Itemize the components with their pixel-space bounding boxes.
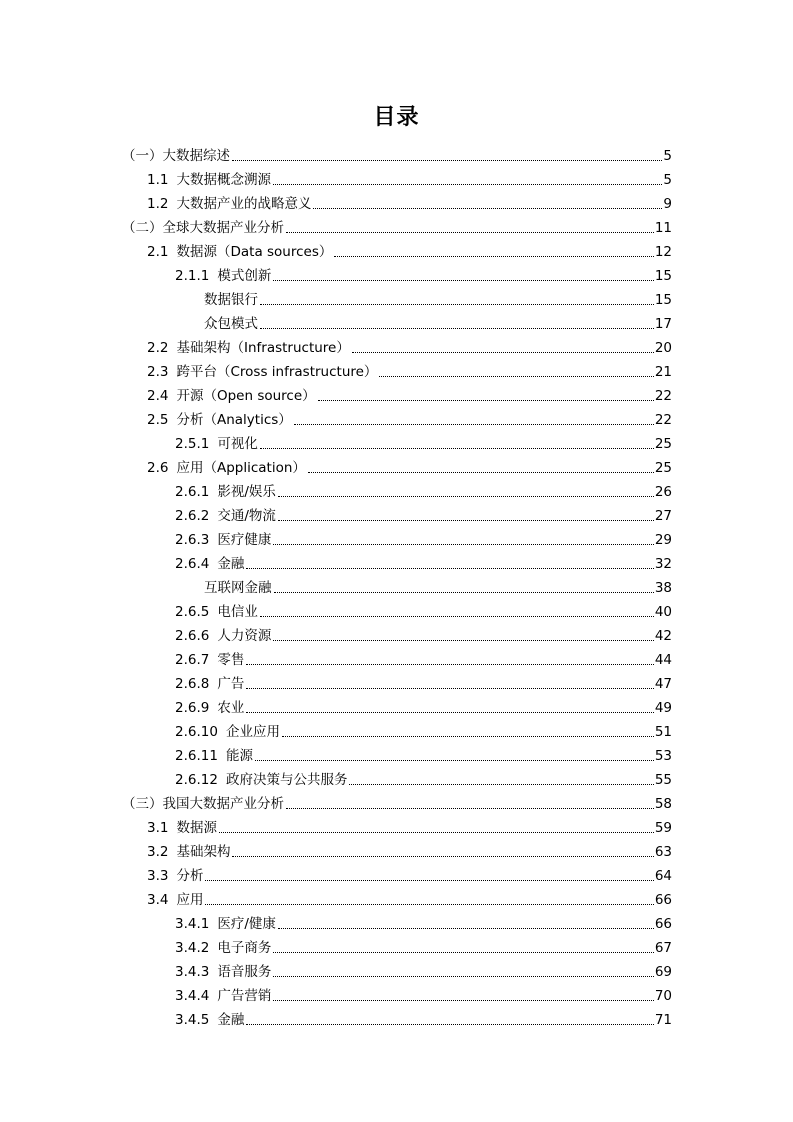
- toc-page-number: 5: [663, 148, 672, 164]
- toc-entry[interactable]: [147, 885, 672, 909]
- toc-entry[interactable]: [147, 189, 672, 213]
- toc-entry[interactable]: [175, 429, 672, 453]
- toc-dot-leader: [286, 807, 654, 809]
- toc-entry-label: [147, 411, 292, 429]
- toc-entry-text: 语音服务: [217, 964, 272, 980]
- toc-entry[interactable]: [147, 861, 672, 885]
- toc-entry-text: 金融: [217, 556, 245, 572]
- toc-entry-label: [147, 891, 203, 909]
- toc-entry-text: 可视化: [217, 436, 258, 452]
- toc-entry-label: [175, 699, 244, 717]
- toc-entry-label: [175, 771, 347, 789]
- toc-entry-text: 互联网金融: [204, 580, 272, 596]
- toc-dot-leader: [334, 255, 653, 257]
- toc-page-number: 27: [654, 508, 672, 524]
- toc-page-number: 67: [654, 940, 672, 956]
- toc-entry-text: 众包模式: [204, 316, 258, 332]
- toc-entry-text: 数据银行: [204, 292, 258, 308]
- toc-dot-leader: [219, 831, 654, 833]
- toc-page-number: 11: [654, 220, 672, 236]
- toc-dot-leader: [379, 375, 653, 377]
- toc-entry-number: 2.6.6: [175, 628, 210, 644]
- toc-entry-text: 农业: [217, 700, 245, 716]
- toc-entry-text: 应用（Application）: [176, 460, 306, 476]
- toc-page-number: 51: [654, 724, 672, 740]
- toc-page-number: 26: [654, 484, 672, 500]
- toc-entry-number: 3.4.5: [175, 1012, 210, 1028]
- toc-entry[interactable]: [175, 741, 672, 765]
- toc-page-number: 53: [654, 748, 672, 764]
- toc-page-number: 71: [654, 1012, 672, 1028]
- toc-entry-text: （二）全球大数据产业分析: [122, 220, 284, 236]
- toc-page-number: 21: [654, 364, 672, 380]
- toc-entry[interactable]: [175, 693, 672, 717]
- toc-page-number: 29: [654, 532, 672, 548]
- toc-dot-leader: [260, 615, 654, 617]
- toc-dot-leader: [246, 687, 653, 689]
- toc-entry-text: 大数据产业的战略意义: [176, 196, 312, 212]
- toc-entry-label: [147, 195, 311, 213]
- toc-entry-label: [175, 915, 276, 933]
- toc-entry[interactable]: [147, 333, 672, 357]
- toc-entry-text: 医疗健康: [217, 532, 272, 548]
- toc-entry-label: [175, 747, 253, 765]
- toc-dot-leader: [246, 567, 653, 569]
- toc-page-number: 25: [654, 460, 672, 476]
- toc-entry[interactable]: [175, 261, 672, 285]
- toc-entry[interactable]: [175, 549, 672, 573]
- toc-entry-text: 跨平台（Cross infrastructure）: [176, 364, 378, 380]
- toc-entry-text: 电信业: [217, 604, 258, 620]
- toc-entry-label: [122, 795, 284, 813]
- toc-entry-label: [175, 435, 258, 453]
- toc-page-number: 55: [654, 772, 672, 788]
- toc-entry-text: 人力资源: [217, 628, 272, 644]
- toc-page-number: 25: [654, 436, 672, 452]
- toc-entry-number: 2.3: [147, 364, 169, 380]
- toc-dot-leader: [313, 207, 662, 209]
- toc-entry-label: [147, 867, 203, 885]
- toc-entry-number: 2.6.4: [175, 556, 210, 572]
- toc-entry-label: [147, 171, 271, 189]
- toc-entry[interactable]: [175, 477, 672, 501]
- toc-entry-text: （一）大数据综述: [122, 148, 230, 164]
- toc-entry-text: 金融: [217, 1012, 245, 1028]
- toc-entry[interactable]: [147, 165, 672, 189]
- toc-dot-leader: [260, 303, 654, 305]
- toc-page-number: 63: [654, 844, 672, 860]
- toc-entry-text: 广告: [217, 676, 245, 692]
- toc-title: 目录: [373, 105, 420, 130]
- toc-entry-text: 医疗/健康: [217, 916, 276, 932]
- toc-entry-text: 零售: [217, 652, 245, 668]
- toc-entry-label: [175, 267, 271, 285]
- toc-entry-text: 广告营销: [217, 988, 272, 1004]
- toc-entry[interactable]: [175, 597, 672, 621]
- toc-entry-label: [204, 315, 258, 333]
- toc-entry-number: 1.1: [147, 172, 169, 188]
- toc-entry-label: [175, 723, 280, 741]
- toc-page-number: 66: [654, 892, 672, 908]
- toc-entry[interactable]: [175, 669, 672, 693]
- toc-page-number: 40: [654, 604, 672, 620]
- toc-entry-number: 2.4: [147, 388, 169, 404]
- toc-entry-number: 2.6.5: [175, 604, 210, 620]
- toc-entry-label: [204, 291, 258, 309]
- toc-entry[interactable]: [204, 285, 672, 309]
- toc-entry[interactable]: [147, 453, 672, 477]
- toc-entry-label: [175, 531, 271, 549]
- toc-entry-number: 2.6.1: [175, 484, 210, 500]
- toc-entry-text: 交通/物流: [217, 508, 276, 524]
- toc-entry[interactable]: [122, 213, 672, 237]
- toc-entry[interactable]: [175, 621, 672, 645]
- toc-dot-leader: [286, 231, 654, 233]
- toc-page-number: 44: [654, 652, 672, 668]
- toc-entry[interactable]: [175, 909, 672, 933]
- toc-entry-label: [147, 459, 306, 477]
- toc-entry-label: [175, 675, 244, 693]
- toc-page-number: 12: [654, 244, 672, 260]
- toc-entry[interactable]: [175, 1005, 672, 1029]
- toc-dot-leader: [273, 975, 653, 977]
- toc-entry-number: 2.6: [147, 460, 169, 476]
- toc-entry[interactable]: [175, 525, 672, 549]
- toc-entry[interactable]: [175, 501, 672, 525]
- toc-entry-text: 数据源: [176, 820, 217, 836]
- toc-entry[interactable]: [147, 381, 672, 405]
- toc-page-number: 42: [654, 628, 672, 644]
- toc-entry-number: 2.1.1: [175, 268, 210, 284]
- toc-dot-leader: [273, 543, 653, 545]
- toc-entry[interactable]: [147, 357, 672, 381]
- toc-entry[interactable]: [122, 789, 672, 813]
- toc-page-number: 70: [654, 988, 672, 1004]
- toc-entry-number: 2.6.9: [175, 700, 210, 716]
- toc-page-number: 17: [654, 316, 672, 332]
- toc-entry-text: （三）我国大数据产业分析: [122, 796, 284, 812]
- toc-entry[interactable]: [204, 309, 672, 333]
- toc-entry-text: 基础架构: [176, 844, 231, 860]
- toc-entry-number: 2.6.12: [175, 772, 218, 788]
- toc-dot-leader: [246, 1023, 653, 1025]
- toc-page-number: 59: [654, 820, 672, 836]
- toc-dot-leader: [232, 855, 653, 857]
- toc-entry-text: 影视/娱乐: [217, 484, 276, 500]
- toc-entry-number: 2.6.3: [175, 532, 210, 548]
- toc-entry-text: 电子商务: [217, 940, 272, 956]
- toc-page-number: 32: [654, 556, 672, 572]
- toc-dot-leader: [274, 591, 654, 593]
- toc-page-number: 49: [654, 700, 672, 716]
- toc-entry-number: 2.6.2: [175, 508, 210, 524]
- toc-entry[interactable]: [175, 933, 672, 957]
- toc-page-number: 47: [654, 676, 672, 692]
- toc-entry-label: [175, 483, 276, 501]
- toc-entry[interactable]: [147, 405, 672, 429]
- toc-page-number: 38: [654, 580, 672, 596]
- toc-dot-leader: [349, 783, 653, 785]
- toc-entry-text: 大数据概念溯源: [176, 172, 271, 188]
- toc-dot-leader: [308, 471, 654, 473]
- toc-entry-number: 3.2: [147, 844, 169, 860]
- toc-entry-number: 2.6.7: [175, 652, 210, 668]
- toc-entry-text: 开源（Open source）: [176, 388, 316, 404]
- toc-entry-label: [175, 939, 271, 957]
- toc-page-number: 69: [654, 964, 672, 980]
- toc-page-number: 20: [654, 340, 672, 356]
- toc-dot-leader: [318, 399, 654, 401]
- toc-dot-leader: [278, 495, 654, 497]
- toc-entry-label: [175, 651, 244, 669]
- toc-page-number: 64: [654, 868, 672, 884]
- toc-entry-text: 能源: [225, 748, 253, 764]
- toc-entry-number: 2.1: [147, 244, 169, 260]
- toc-dot-leader: [255, 759, 654, 761]
- toc-dot-leader: [246, 663, 653, 665]
- toc-entry-label: [122, 147, 230, 165]
- toc-dot-leader: [260, 447, 654, 449]
- toc-entry-number: 2.5: [147, 412, 169, 428]
- toc-entry-number: 2.6.8: [175, 676, 210, 692]
- toc-entry-label: [175, 963, 271, 981]
- toc-page-number: 15: [654, 268, 672, 284]
- toc-entry-number: 1.2: [147, 196, 169, 212]
- toc-entry[interactable]: [122, 141, 672, 165]
- toc-entry-number: 3.4.3: [175, 964, 210, 980]
- toc-entry-text: 分析（Analytics）: [176, 412, 292, 428]
- toc-entry-number: 2.6.11: [175, 748, 218, 764]
- toc-entry-text: 分析: [176, 868, 204, 884]
- toc-entry-label: [147, 843, 230, 861]
- toc-dot-leader: [246, 711, 653, 713]
- toc-entry-label: [147, 387, 316, 405]
- toc-page-number: 22: [654, 388, 672, 404]
- toc-dot-leader: [278, 927, 654, 929]
- toc-entry[interactable]: [175, 645, 672, 669]
- toc-entry[interactable]: [175, 765, 672, 789]
- toc-dot-leader: [273, 639, 653, 641]
- toc-entry-number: 3.4.4: [175, 988, 210, 1004]
- toc-dot-leader: [260, 327, 654, 329]
- toc-entry-number: 2.2: [147, 340, 169, 356]
- toc-dot-leader: [232, 159, 662, 161]
- toc-dot-leader: [205, 879, 653, 881]
- toc-entry-label: [175, 627, 271, 645]
- toc-entry-label: [147, 243, 332, 261]
- toc-page-number: 58: [654, 796, 672, 812]
- toc-entry[interactable]: [147, 237, 672, 261]
- toc-entry-label: [147, 339, 350, 357]
- toc-entry-label: [175, 987, 271, 1005]
- toc-dot-leader: [352, 351, 654, 353]
- toc-entry[interactable]: [175, 957, 672, 981]
- toc-entry[interactable]: [175, 717, 672, 741]
- toc-page-number: 9: [663, 196, 672, 212]
- toc-entry-text: 企业应用: [225, 724, 280, 740]
- toc-entry-number: 3.4.2: [175, 940, 210, 956]
- toc-dot-leader: [282, 735, 654, 737]
- toc-page-number: 15: [654, 292, 672, 308]
- toc-entry-label: [147, 363, 377, 381]
- toc-entry-label: [175, 555, 244, 573]
- toc-entry-label: [175, 603, 258, 621]
- toc-dot-leader: [273, 183, 662, 185]
- toc-dot-leader: [294, 423, 654, 425]
- toc-entry-number: 2.5.1: [175, 436, 210, 452]
- toc-entry-text: 基础架构（Infrastructure）: [176, 340, 350, 356]
- toc-dot-leader: [278, 519, 654, 521]
- toc-entry-number: 3.4: [147, 892, 169, 908]
- toc-page-number: 66: [654, 916, 672, 932]
- toc-entry-label: [147, 819, 217, 837]
- toc-entry-text: 模式创新: [217, 268, 272, 284]
- toc-entry[interactable]: [175, 981, 672, 1005]
- toc-entry-label: [204, 579, 272, 597]
- toc-entry-label: [175, 1011, 244, 1029]
- toc-page-number: 5: [663, 172, 672, 188]
- toc-page-number: 22: [654, 412, 672, 428]
- toc-entry-number: 3.1: [147, 820, 169, 836]
- toc-dot-leader: [205, 903, 653, 905]
- toc-dot-leader: [273, 951, 653, 953]
- toc-entry[interactable]: [147, 813, 672, 837]
- toc-entry-text: 数据源（Data sources）: [176, 244, 333, 260]
- toc-entry[interactable]: [147, 837, 672, 861]
- toc-dot-leader: [273, 999, 653, 1001]
- toc-entry-number: 3.4.1: [175, 916, 210, 932]
- toc-entry-number: 2.6.10: [175, 724, 218, 740]
- toc-entry[interactable]: [204, 573, 672, 597]
- toc-entry-number: 3.3: [147, 868, 169, 884]
- toc-entry-label: [122, 219, 284, 237]
- toc-entry-label: [175, 507, 276, 525]
- toc-dot-leader: [273, 279, 653, 281]
- toc-entry-text: 政府决策与公共服务: [225, 772, 348, 788]
- toc-entry-text: 应用: [176, 892, 204, 908]
